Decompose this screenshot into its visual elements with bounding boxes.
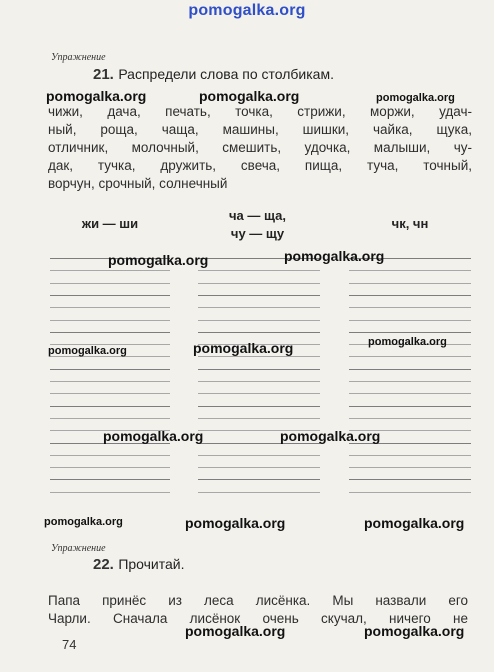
writing-line	[349, 467, 471, 468]
writing-line	[198, 467, 320, 468]
writing-line	[50, 295, 170, 296]
writing-line	[349, 356, 471, 357]
writing-line	[50, 467, 170, 468]
watermark: pomogalka.org	[280, 428, 381, 444]
writing-line	[198, 393, 320, 394]
writing-line	[349, 393, 471, 394]
watermark: pomogalka.org	[48, 345, 127, 357]
writing-line	[349, 418, 471, 419]
exercise-22-label: Упражнение	[51, 543, 106, 554]
watermark: pomogalka.org	[185, 623, 286, 639]
reading-line-2: Чарли. Сначала лисёнок очень скучал, ничего не	[48, 611, 468, 626]
watermark: pomogalka.org	[185, 515, 286, 531]
exercise-21-label: Упражнение	[51, 52, 106, 63]
writing-line	[349, 369, 471, 370]
writing-line	[198, 332, 320, 333]
writing-line	[50, 492, 170, 493]
writing-line	[349, 283, 471, 284]
writing-line	[349, 381, 471, 382]
watermark: pomogalka.org	[284, 248, 385, 264]
exercise-22-number: 22.	[93, 556, 114, 573]
writing-line	[50, 455, 170, 456]
word-list-line-4: дак, тучка, дружить, свеча, пища, туча, точный,	[48, 158, 472, 173]
watermark: pomogalka.org	[376, 92, 455, 104]
writing-line	[50, 369, 170, 370]
word-list-line-3: отличник, молочный, смешить, удочка, малыши, чу-	[48, 140, 472, 155]
exercise-21-number: 21.	[93, 66, 114, 83]
watermark: pomogalka.org	[193, 340, 294, 356]
exercise-22-heading	[93, 556, 185, 574]
page-number: 74	[62, 637, 77, 652]
writing-line	[198, 320, 320, 321]
writing-line	[349, 270, 471, 271]
exercise-22-title: Прочитай.	[118, 556, 185, 572]
writing-line	[349, 332, 471, 333]
writing-line	[198, 455, 320, 456]
writing-line	[50, 406, 170, 407]
writing-line	[349, 307, 471, 308]
writing-line	[198, 283, 320, 284]
site-header[interactable]: pomogalka.org	[188, 2, 306, 19]
writing-line	[50, 479, 170, 480]
writing-line	[50, 381, 170, 382]
writing-line	[198, 295, 320, 296]
writing-line	[198, 369, 320, 370]
watermark: pomogalka.org	[44, 516, 123, 528]
writing-line	[198, 406, 320, 407]
writing-line	[349, 320, 471, 321]
writing-line	[50, 283, 170, 284]
watermark: pomogalka.org	[46, 88, 147, 104]
writing-line	[198, 479, 320, 480]
column-header-chu-shchu: чу — щу	[230, 226, 285, 241]
reading-line-1: Папа принёс из леса лисёнка. Мы назвали его	[48, 593, 468, 608]
writing-line	[50, 332, 170, 333]
watermark: pomogalka.org	[364, 515, 465, 531]
writing-line	[349, 492, 471, 493]
column-header-zhi-shi: жи — ши	[81, 216, 139, 231]
watermark: pomogalka.org	[199, 88, 300, 104]
watermark: pomogalka.org	[103, 428, 204, 444]
writing-line	[349, 406, 471, 407]
writing-line	[50, 393, 170, 394]
writing-line	[198, 356, 320, 357]
word-list-line-5: ворчун, срочный, солнечный	[48, 176, 228, 191]
writing-line	[198, 270, 320, 271]
column-header-cha-shcha: ча — ща,	[229, 208, 286, 223]
writing-line	[198, 381, 320, 382]
writing-line	[349, 295, 471, 296]
exercise-21-title: Распредели слова по столбикам.	[118, 66, 334, 82]
writing-line	[50, 307, 170, 308]
watermark: pomogalka.org	[108, 252, 209, 268]
writing-line	[349, 479, 471, 480]
writing-line	[198, 492, 320, 493]
writing-line	[50, 270, 170, 271]
word-list-line-2: ный, роща, чаща, машины, шишки, чайка, щука,	[48, 122, 472, 137]
exercise-21-heading	[93, 66, 334, 84]
column-header-chk-chn: чк, чн	[391, 216, 429, 231]
writing-line	[50, 418, 170, 419]
writing-line	[50, 320, 170, 321]
writing-line	[198, 418, 320, 419]
word-list-line-1: чижи, дача, печать, точка, стрижи, моржи, удач-	[48, 104, 472, 119]
watermark: pomogalka.org	[368, 336, 447, 348]
watermark: pomogalka.org	[364, 623, 465, 639]
writing-line	[349, 455, 471, 456]
writing-line	[198, 307, 320, 308]
